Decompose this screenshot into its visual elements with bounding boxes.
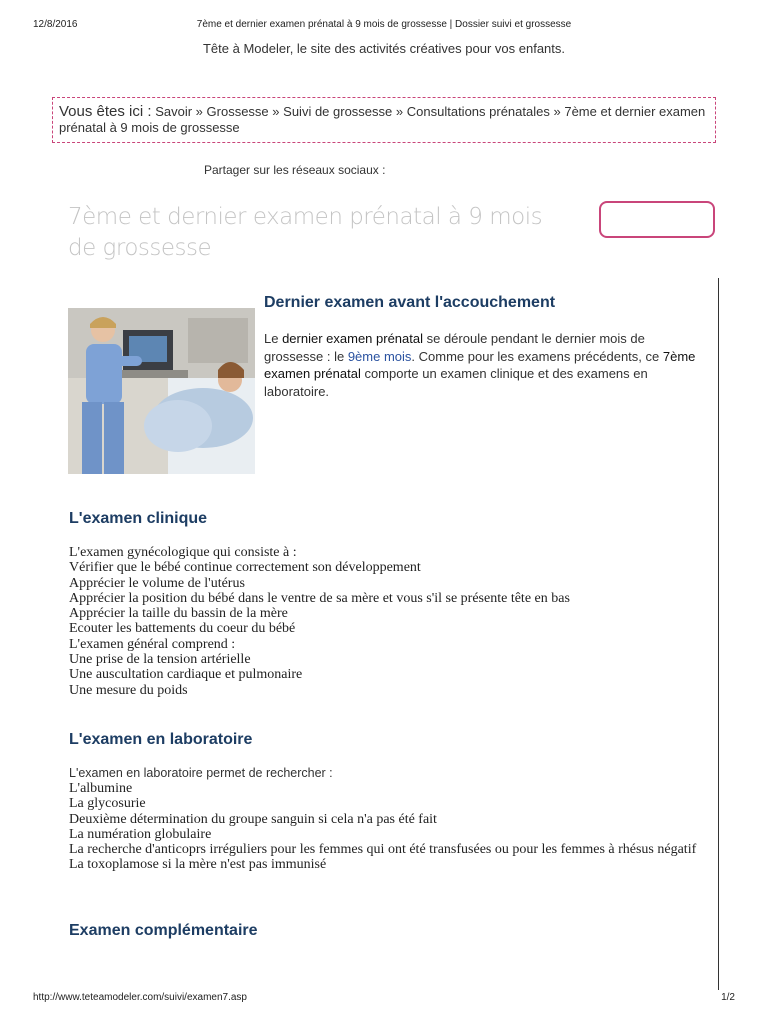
print-page-title: 7ème et dernier examen prénatal à 9 mois de grossesse | Dossier suivi et grossesse bbox=[196, 19, 572, 30]
section-heading-laboratoire: L'examen en laboratoire bbox=[69, 731, 253, 748]
breadcrumb-item-consultations[interactable]: Consultations prénatales bbox=[406, 104, 550, 119]
breadcrumb-separator: » bbox=[195, 104, 203, 119]
list-item: La recherche d'anticoprs irréguliers pour les femmes qui ont été transfusées ou pour les femmes à rhésus négatif bbox=[69, 842, 697, 858]
breadcrumb-separator: » bbox=[553, 104, 561, 119]
print-url: http://www.teteamodeler.com/suivi/examen7.asp bbox=[33, 992, 247, 1003]
list-item: Deuxième détermination du groupe sanguin si cela n'a pas été fait bbox=[69, 811, 437, 827]
breadcrumb-separator: » bbox=[272, 104, 280, 119]
intro-keyword: dernier examen prénatal bbox=[282, 331, 423, 346]
breadcrumb-item-current: 7ème et dernier examen prénatal à 9 mois de grossesse bbox=[59, 104, 706, 135]
labo-list bbox=[69, 781, 709, 873]
share-label: Partager sur les réseaux sociaux : bbox=[204, 163, 386, 177]
list-item: Apprécier la taille du bassin de la mère bbox=[69, 606, 288, 622]
list-item: La glycosurie bbox=[69, 796, 146, 812]
page-title: 7ème et dernier examen prénatal à 9 mois de grossesse bbox=[68, 204, 543, 261]
list-item: Une prise de la tension artérielle bbox=[69, 652, 251, 668]
list-item: L'examen gynécologique qui consiste à : bbox=[69, 545, 297, 560]
list-item: Une mesure du poids bbox=[69, 682, 188, 698]
action-button[interactable] bbox=[599, 201, 715, 238]
list-item: L'examen général comprend : bbox=[69, 636, 236, 652]
breadcrumb-item-grossesse[interactable]: Grossesse bbox=[206, 104, 269, 119]
article-photo bbox=[68, 308, 255, 474]
list-item: Apprécier la position du bébé dans le ventre de sa mère et vous s'il se présente tête en bas bbox=[69, 590, 570, 606]
intro-keyword: 7ème examen prénatal bbox=[264, 348, 696, 381]
intro-text: . Comme pour les examens précédents, ce bbox=[411, 348, 663, 364]
list-item: La numération globulaire bbox=[69, 826, 212, 842]
intro-text: se déroule pendant le dernier mois de grossesse : le bbox=[264, 331, 645, 364]
print-page-number: 1/2 bbox=[721, 992, 735, 1003]
list-item: Vérifier que le bébé continue correctement son développement bbox=[69, 560, 421, 576]
intro-paragraph bbox=[264, 330, 704, 400]
list-item: Une auscultation cardiaque et pulmonaire bbox=[69, 667, 303, 683]
breadcrumb-lead: Vous êtes ici : bbox=[59, 103, 152, 120]
breadcrumb-item-savoir[interactable]: Savoir bbox=[155, 104, 193, 119]
site-tagline: Tête à Modeler, le site des activités créatives pour vos enfants. bbox=[202, 41, 565, 56]
column-divider bbox=[718, 278, 719, 990]
list-item: Apprécier le volume de l'utérus bbox=[69, 575, 245, 591]
list-item: Ecouter les battements du coeur du bébé bbox=[69, 621, 296, 637]
section-heading-clinique: L'examen clinique bbox=[69, 510, 208, 527]
labo-intro: L'examen en laboratoire permet de rechercher : bbox=[69, 766, 333, 780]
intro-text: comporte un examen clinique et des examens en laboratoire. bbox=[264, 366, 648, 399]
clinique-list bbox=[69, 545, 709, 698]
breadcrumb bbox=[52, 97, 716, 143]
list-item: La toxoplamose si la mère n'est pas immunisé bbox=[69, 857, 327, 873]
breadcrumb-separator: » bbox=[395, 104, 404, 119]
intro-text: Le bbox=[264, 331, 283, 346]
section-heading-complementaire: Examen complémentaire bbox=[69, 922, 258, 939]
list-item: L'albumine bbox=[69, 781, 133, 796]
link-9eme-mois[interactable]: 9ème mois bbox=[347, 348, 412, 364]
print-date: 12/8/2016 bbox=[33, 19, 78, 30]
breadcrumb-item-suivi[interactable]: Suivi de grossesse bbox=[283, 104, 393, 119]
section-heading-dernier: Dernier examen avant l'accouchement bbox=[264, 294, 556, 311]
